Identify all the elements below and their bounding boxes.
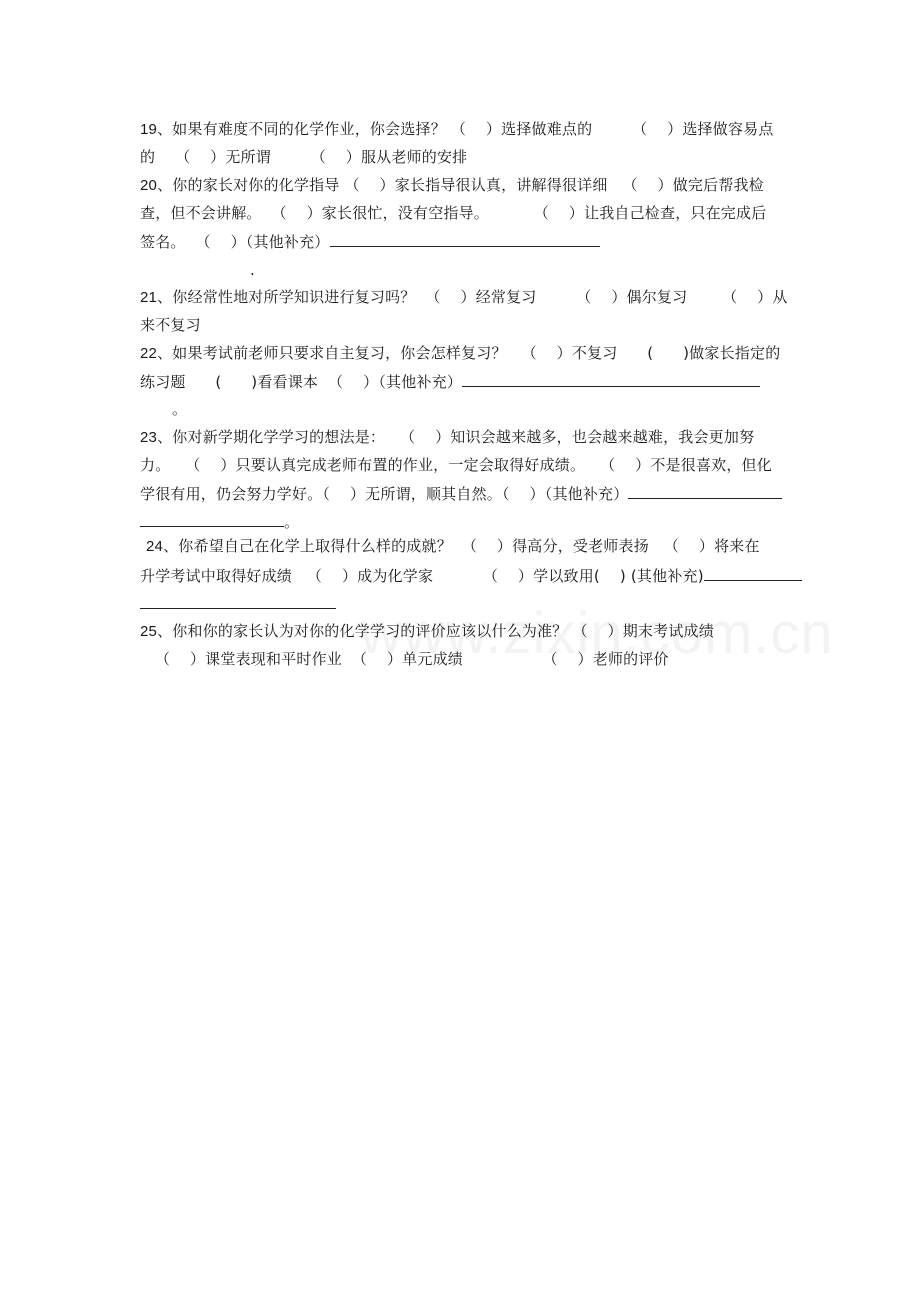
question-text: 、如果考试前老师只要求自主复习，你会怎样复习？ （ ）不复习 ( )做家长指定的 [157, 344, 781, 362]
question-22-line-1 [140, 343, 780, 364]
question-text: 、你对新学期化学学习的想法是： （ ）知识会越来越多，也会越来越难，我会更加努 [157, 428, 755, 446]
question-text: 练习题 ( )看看课本 （ ）（其他补充） [140, 373, 463, 391]
question-text: 。 [284, 513, 300, 531]
question-number: 22 [140, 345, 158, 362]
question-text: 签名。 （ ）（其他补充） [140, 233, 330, 251]
question-number: 19 [140, 121, 158, 138]
question-20-line-1 [140, 175, 764, 196]
question-number: 24 [146, 538, 164, 555]
question-21-line-1 [140, 287, 788, 308]
question-text: 、你经常性地对所学知识进行复习吗？ （ ）经常复习 （ ）偶尔复习 （ ）从 [157, 288, 788, 306]
question-24-line-3 [140, 593, 336, 614]
question-20-line-3 [140, 231, 600, 252]
question-23-line-4 [140, 511, 299, 532]
answer-blank[interactable] [140, 593, 336, 609]
question-20-line-4: . [250, 261, 255, 279]
answer-blank[interactable] [330, 231, 600, 247]
answer-blank[interactable] [462, 371, 760, 387]
question-number: 23 [140, 429, 158, 446]
question-text: 、你和你的家长认为对你的化学学习的评价应该以什么为准？ （ ）期末考试成绩 [157, 622, 714, 640]
answer-blank[interactable] [704, 565, 802, 581]
question-24-line-2 [140, 565, 802, 586]
question-number: 20 [140, 177, 158, 194]
answer-blank[interactable] [140, 511, 284, 527]
question-text: 、如果有难度不同的化学作业，你会选择？ （ ）选择做难点的 （ ）选择做容易点 [157, 120, 774, 138]
question-20-line-2: 查，但不会讲解。 （ ）家长很忙，没有空指导。 （ ）让我自己检查，只在完成后 [140, 204, 767, 222]
question-19-line-2: 的 （ ）无所谓 （ ）服从老师的安排 [140, 148, 468, 166]
question-number: 21 [140, 289, 158, 306]
question-19-line-1 [140, 119, 774, 140]
question-text: 、你的家长对你的化学指导 （ ）家长指导很认真，讲解得很详细 （ ）做完后帮我检 [157, 176, 764, 194]
question-21-line-2: 来不复习 [140, 316, 201, 334]
question-25-line-2: （ ）课堂表现和平时作业 （ ）单元成绩 （ ）老师的评价 [140, 650, 669, 668]
question-23-line-2: 力。 （ ）只要认真完成老师布置的作业，一定会取得好成绩。 （ ）不是很喜欢，但化 [140, 456, 772, 474]
question-22-line-3: 。 [172, 400, 188, 418]
answer-blank[interactable] [628, 483, 782, 499]
question-24-line-1 [146, 536, 760, 557]
question-number: 25 [140, 623, 158, 640]
question-23-line-3 [140, 483, 782, 504]
question-23-line-1 [140, 427, 754, 448]
question-text: 、你希望自己在化学上取得什么样的成就？ （ ）得高分，受老师表扬 （ ）将来在 [163, 537, 760, 555]
question-text: 学很有用，仍会努力学好。（ ）无所谓，顺其自然。（ ）（其他补充） [140, 485, 629, 503]
question-22-line-2 [140, 371, 760, 392]
question-text: 升学考试中取得好成绩 （ ）成为化学家 （ ）学以致用( ) (其他补充) [140, 567, 704, 585]
question-25-line-1 [140, 621, 714, 642]
